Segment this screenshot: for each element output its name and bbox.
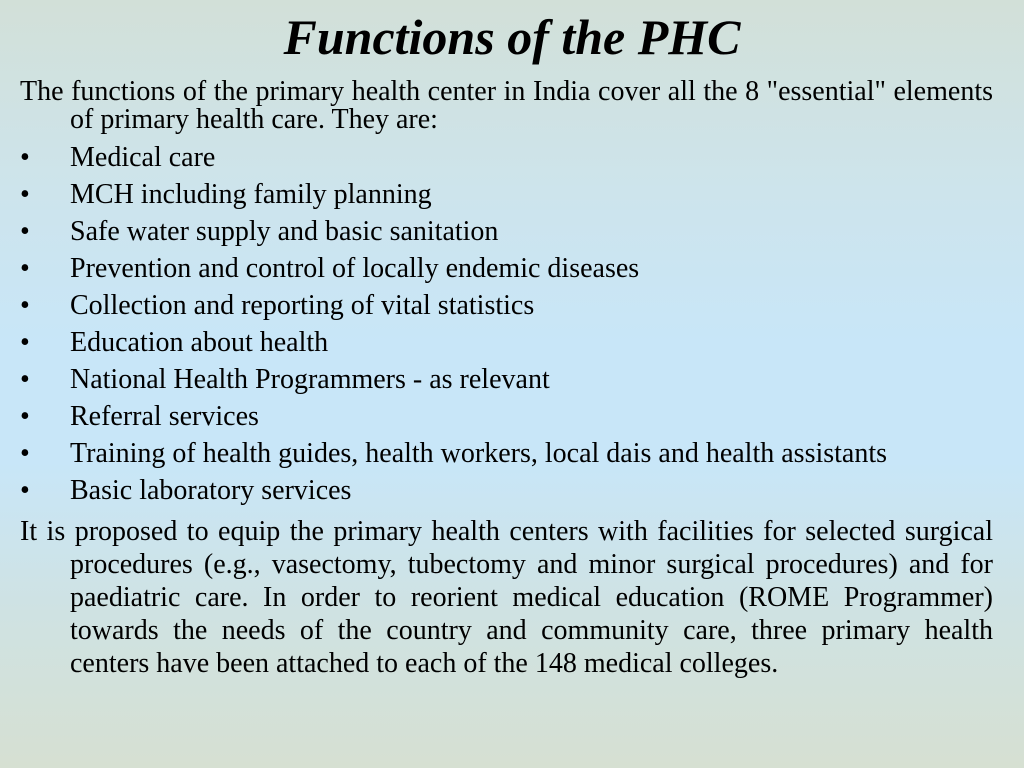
bullet-icon: • xyxy=(20,179,30,210)
list-item-text: Training of health guides, health workers, local dais and health assistants xyxy=(70,438,888,469)
list-item-text: Safe water supply and basic sanitation xyxy=(70,216,499,247)
list-item xyxy=(20,403,993,431)
bullet-icon: • xyxy=(20,475,30,506)
list-item-text: Prevention and control of locally endemic diseases xyxy=(70,253,640,284)
bullet-icon: • xyxy=(20,216,30,247)
list-item xyxy=(20,292,993,320)
intro-paragraph: The functions of the primary health center in India cover all the 8 "essential" elements of primary health care. They are: xyxy=(20,76,993,135)
list-item-text: Collection and reporting of vital statistics xyxy=(70,290,535,321)
closing-paragraph: It is proposed to equip the primary health centers with facilities for selected surgical procedures (e.g., vasectomy, tubectomy and minor surgical procedures) and for paediatric care. In order to reorient medical education (ROME Programmer) towards the needs of the country and community care, three primary health centers have been attached to each of the 148 medical colleges. xyxy=(20,516,993,679)
functions-list xyxy=(20,144,993,505)
list-item xyxy=(20,440,993,468)
list-item-text: National Health Programmers - as relevant xyxy=(70,364,550,395)
bullet-icon: • xyxy=(20,401,30,432)
list-item-text: Referral services xyxy=(70,401,259,432)
slide-body xyxy=(20,78,993,680)
bullet-icon: • xyxy=(20,142,30,173)
list-item xyxy=(20,329,993,357)
list-item xyxy=(20,181,993,209)
bullet-icon: • xyxy=(20,327,30,358)
list-item-text: MCH including family planning xyxy=(70,179,432,210)
list-item-text: Basic laboratory services xyxy=(70,475,352,506)
list-item xyxy=(20,218,993,246)
list-item xyxy=(20,255,993,283)
bullet-icon: • xyxy=(20,290,30,321)
list-item-text: Education about health xyxy=(70,327,329,358)
slide-title: Functions of the PHC xyxy=(283,9,741,65)
list-item-text: Medical care xyxy=(70,142,216,173)
bullet-icon: • xyxy=(20,438,30,469)
bullet-icon: • xyxy=(20,253,30,284)
list-item xyxy=(20,144,993,172)
list-item xyxy=(20,477,993,505)
list-item xyxy=(20,366,993,394)
bullet-icon: • xyxy=(20,364,30,395)
